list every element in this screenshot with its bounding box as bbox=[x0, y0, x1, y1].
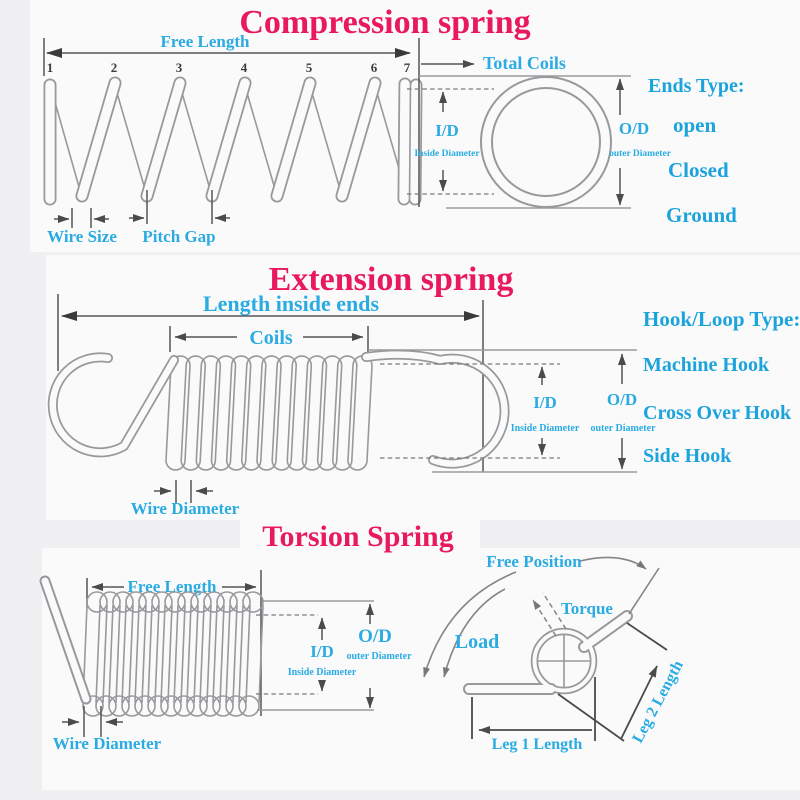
id-sublabel: Inside Diameter bbox=[414, 149, 480, 159]
ends-type-open: open bbox=[673, 113, 717, 137]
id-label: I/D bbox=[533, 393, 557, 412]
leg1-label: Leg 1 Length bbox=[491, 736, 583, 753]
coil-number-2: 2 bbox=[110, 60, 118, 75]
leg2-label: Leg 2 Length bbox=[629, 657, 687, 746]
ends-type-closed: Closed bbox=[668, 158, 729, 182]
free-length-label: Free Length bbox=[127, 577, 217, 596]
ends-type-ground: Ground bbox=[666, 203, 737, 227]
id-sublabel: Inside Diameter bbox=[287, 667, 357, 678]
extension-title: Extension spring bbox=[268, 261, 514, 298]
load-label: Load bbox=[454, 631, 500, 653]
coil-number-1: 1 bbox=[46, 60, 54, 75]
free-position-label: Free Position bbox=[486, 552, 582, 571]
length-inside-ends-label: Length inside ends bbox=[202, 291, 380, 316]
od-label: O/D bbox=[358, 626, 392, 647]
od-sublabel: outer Diameter bbox=[609, 149, 671, 159]
hook-type-machine: Machine Hook bbox=[643, 354, 770, 376]
total-coils-label: Total Coils bbox=[483, 53, 566, 73]
hook-type-heading: Hook/Loop Type: bbox=[643, 307, 800, 331]
od-sublabel: outer Diameter bbox=[346, 651, 412, 662]
od-label: O/D bbox=[618, 119, 650, 138]
pitch-gap-label: Pitch Gap bbox=[142, 227, 216, 246]
coil-number-7: 7 bbox=[403, 60, 411, 75]
id-sublabel: Inside Diameter bbox=[510, 423, 580, 434]
wire-diameter-label: Wire Diameter bbox=[52, 734, 162, 753]
coil-number-6: 6 bbox=[370, 60, 378, 75]
coil-number-4: 4 bbox=[240, 60, 248, 75]
coils-label: Coils bbox=[249, 327, 293, 349]
od-label: O/D bbox=[606, 390, 638, 409]
torque-label: Torque bbox=[561, 599, 613, 618]
coil-number-5: 5 bbox=[305, 60, 313, 75]
coil-number-3: 3 bbox=[175, 60, 183, 75]
wire-size-label: Wire Size bbox=[47, 227, 117, 246]
hook-type-side: Side Hook bbox=[643, 445, 732, 467]
free-length-label: Free Length bbox=[160, 32, 250, 51]
od-sublabel: outer Diameter bbox=[590, 423, 656, 434]
torsion-title: Torsion Spring bbox=[262, 520, 454, 553]
hook-type-crossover: Cross Over Hook bbox=[643, 402, 792, 424]
compression-title: Compression spring bbox=[239, 4, 531, 41]
wire-diameter-label: Wire Diameter bbox=[130, 499, 240, 518]
ends-type-heading: Ends Type: bbox=[648, 75, 745, 97]
id-label: I/D bbox=[310, 642, 334, 661]
id-label: I/D bbox=[435, 121, 459, 140]
